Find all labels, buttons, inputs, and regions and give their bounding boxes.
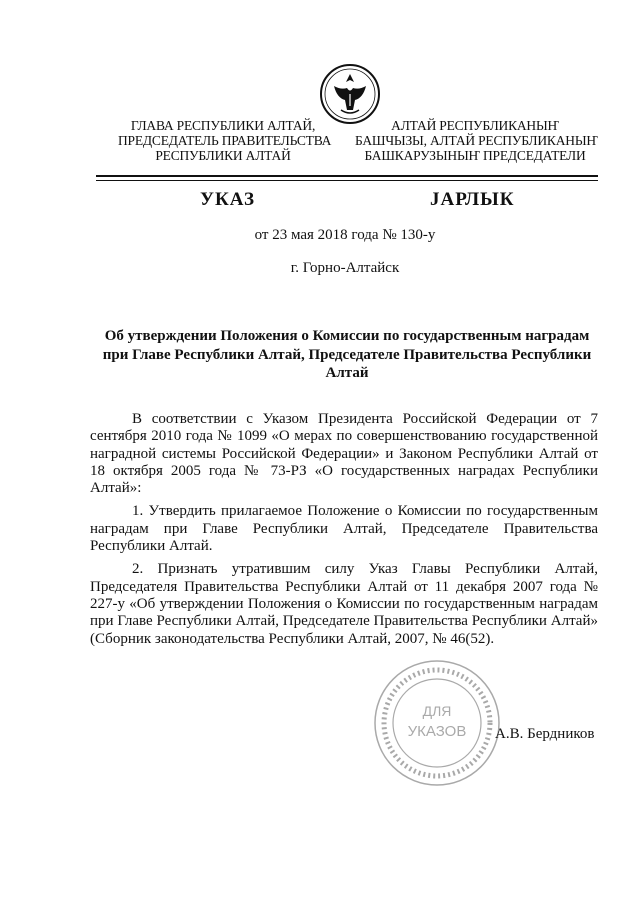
signature-name: А.В. Бердников [495, 726, 595, 742]
header-left-block [118, 118, 332, 163]
header-right-block [355, 118, 598, 163]
header-left-line: ГЛАВА РЕСПУБЛИКИ АЛТАЙ, [130, 118, 316, 133]
header-left-line: РЕСПУБЛИКИ АЛТАЙ [155, 148, 291, 163]
body-paragraph: В соответствии с Указом Президента Российской Федерации от 7 сентября 2010 года № 1099 «О мерах по совершенствованию государственной наградной системы Российской Федерации» и Законом Республики Алтай от 18 октября 2005 года № 73-РЗ «О государственных наградах Республики Алтай»: [90, 411, 598, 497]
header-rule-thin [96, 180, 598, 181]
doc-type-ru: УКАЗ [200, 189, 255, 210]
header-right-line: АЛТАЙ РЕСПУБЛИКАНЫҤ [391, 118, 559, 133]
header-left-line: ПРЕДСЕДАТЕЛЬ ПРАВИТЕЛЬСТВА [118, 133, 332, 148]
date-line: от 23 мая 2018 года № 130-у [254, 227, 436, 243]
header-rule-thick [96, 175, 598, 177]
body-paragraph: 1. Утвердить прилагаемое Положение о Комиссии по государственным наградам при Главе Республики Алтай, Председателе Правительства Республики Алтай. [90, 503, 598, 555]
document-heading: Об утверждении Положения о Комиссии по государственным наградам при Главе Республики Алтай, Председателе Правительства Республики Алтай [102, 328, 592, 381]
header-right-line: БАШКАРУЗЫНЫҤ ПРЕДСЕДАТЕЛИ [364, 148, 586, 163]
header-right-line: БАШЧЫЗЫ, АЛТАЙ РЕСПУБЛИКАНЫҤ [355, 133, 598, 148]
stamp-line2: УКАЗОВ [407, 723, 467, 740]
body-paragraph: 2. Признать утратившим силу Указ Главы Республики Алтай, Председателя Правительства Республики Алтай от 11 декабря 2007 года № 227-у «Об утверждении Положения о Комиссии по государственным наградам при Главе Республики Алтай, Председателе Правительства Республики Алтай» (Сборник законодательства Республики Алтай, 2007, № 46(52). [90, 561, 598, 647]
doc-type-alt: JАРЛЫК [430, 189, 515, 210]
stamp-line1: ДЛЯ [422, 703, 452, 719]
city-line: г. Горно-Алтайск [290, 260, 400, 276]
official-stamp [372, 658, 502, 788]
document-body [90, 411, 598, 654]
